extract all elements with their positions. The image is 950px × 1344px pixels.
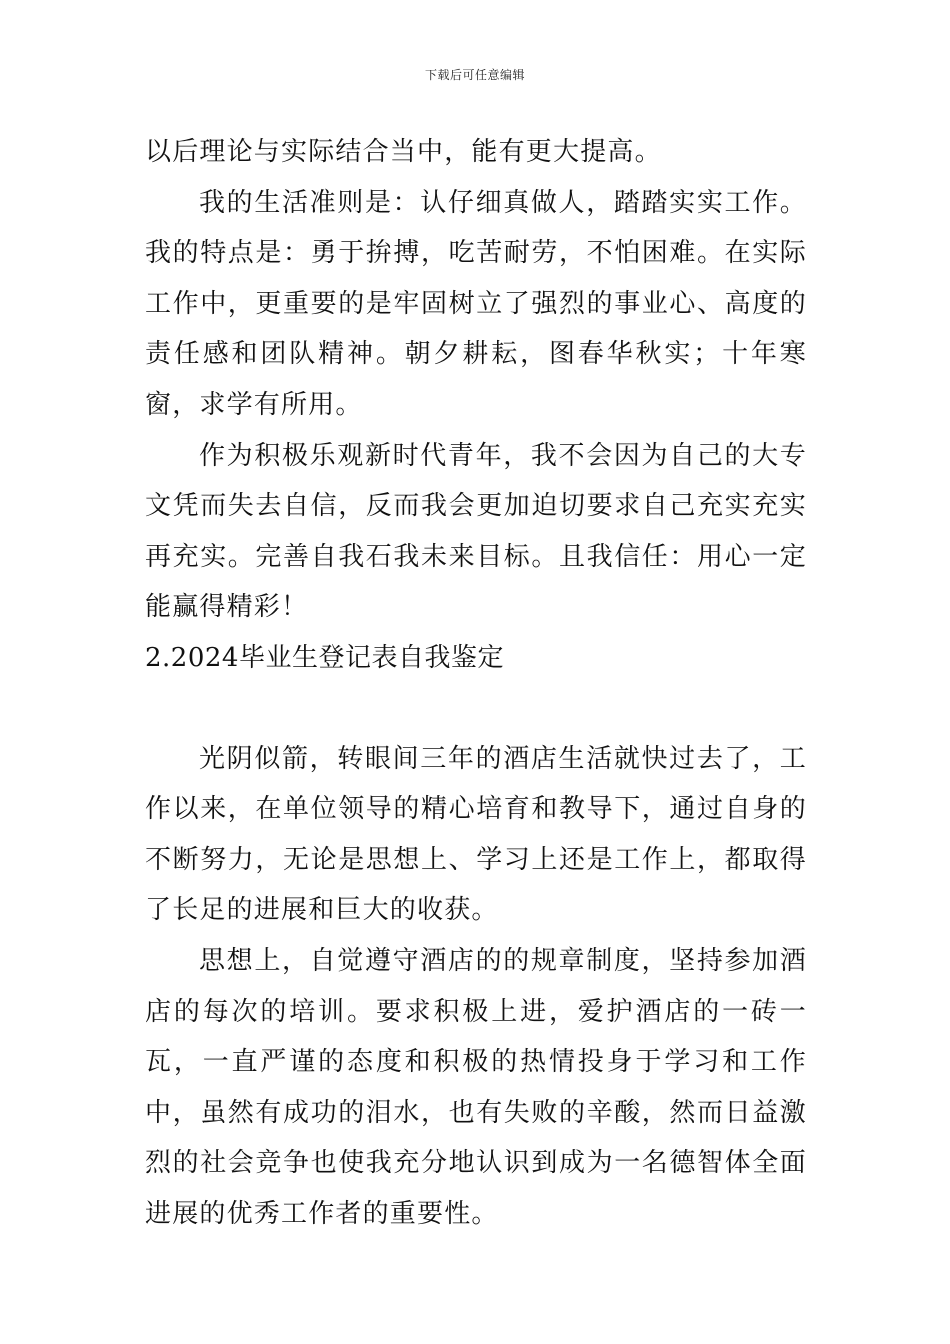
paragraph-confidence: 作为积极乐观新时代青年，我不会因为自己的大专文凭而失去自信，反而我会更加迫切要求自己充实充实再充实。完善自我石我未来目标。且我信任：用心一定能赢得精彩！: [145, 440, 807, 623]
paragraph-work-summary: 光阴似箭，转眼间三年的酒店生活就快过去了，工作以来，在单位领导的精心培育和教导下，通过自身的不断努力，无论是思想上、学习上还是工作上，都取得了长足的进展和巨大的收获。: [145, 743, 807, 926]
section-heading: 2.2024毕业生登记表自我鉴定: [145, 642, 504, 673]
page-header: 下载后可任意编辑: [424, 68, 525, 82]
paragraph-life-principles: 我的生活准则是：认仔细真做人，踏踏实实工作。我的特点是：勇于拚搏，吃苦耐劳，不怕困难。在实际工作中，更重要的是牢固树立了强烈的事业心、高度的责任感和团队精神。朝夕耕耘，图春华秋实；十年寒窗，求学有所用。: [145, 187, 807, 420]
paragraph-ideology: 思想上，自觉遵守酒店的的规章制度，坚持参加酒店的每次的培训。要求积极上进，爱护酒店的一砖一瓦，一直严谨的态度和积极的热情投身于学习和工作中，虽然有成功的泪水，也有失败的辛酸，然而日益激烈的社会竞争也使我充分地认识到成为一名德智体全面进展的优秀工作者的重要性。: [145, 945, 807, 1229]
blank-line: [145, 684, 807, 734]
document-body: [145, 127, 807, 1239]
paragraph-continuation: 以后理论与实际结合当中，能有更大提高。: [145, 137, 662, 167]
